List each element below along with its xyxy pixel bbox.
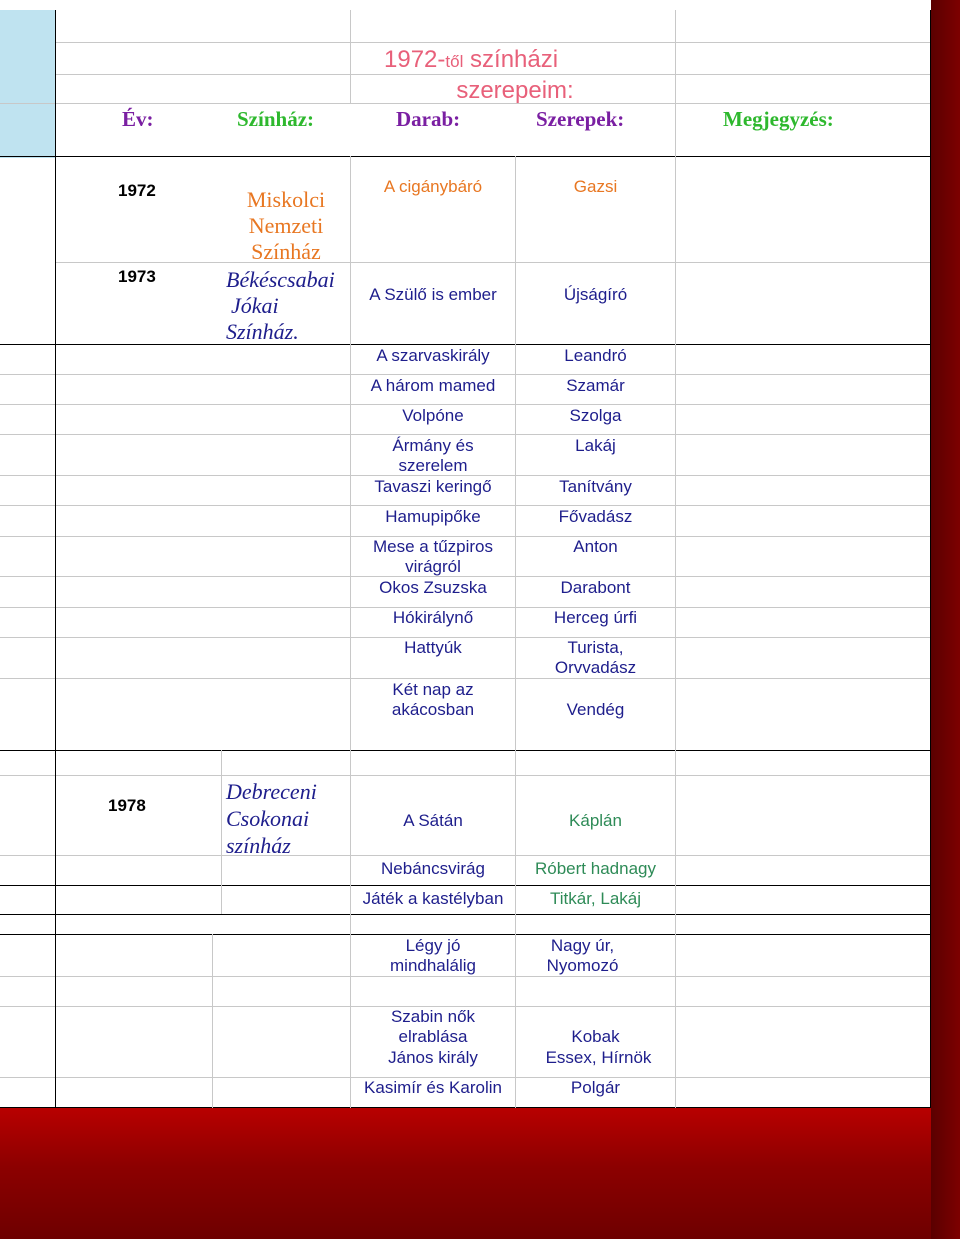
- play-cell: elrablása: [398, 1027, 468, 1046]
- role-cell: Vendég: [566, 700, 625, 719]
- role-cell: Nyomozó: [546, 956, 619, 975]
- play-cell: Mese a tűzpiros: [373, 537, 493, 556]
- header-roles: Szerepek:: [536, 107, 625, 131]
- role-cell: Nagy úr,: [550, 936, 615, 955]
- role-cell: Darabont: [560, 578, 631, 597]
- role-cell: Leandró: [564, 346, 627, 365]
- red-background-right: [931, 0, 960, 1239]
- play-cell: Két nap az: [392, 680, 474, 699]
- role-cell: Káplán: [569, 811, 622, 830]
- play-cell: Ármány és: [392, 436, 474, 455]
- theatre-bekescsaba-3: Színház.: [226, 319, 299, 344]
- corner-cell: [0, 10, 55, 158]
- play-cell: Nebáncsvirág: [381, 859, 485, 878]
- theatre-bekescsaba-2: Jókai: [231, 293, 279, 318]
- role-cell: Herceg úrfi: [553, 608, 638, 627]
- role-cell: Turista,: [567, 638, 624, 657]
- red-background-bottom: [0, 1108, 960, 1239]
- play-cell: akácosban: [391, 700, 475, 719]
- role-cell: Újságíró: [563, 285, 628, 304]
- role-cell: Anton: [573, 537, 618, 556]
- role-cell: Gazsi: [573, 177, 618, 196]
- role-cell: Róbert hadnagy: [535, 859, 656, 878]
- header-theatre: Színház:: [237, 107, 315, 131]
- play-cell: Tavaszi keringő: [374, 477, 492, 496]
- play-cell: Játék a kastélyban: [362, 889, 504, 908]
- theatre-miskolc-1: Miskolci: [246, 187, 326, 212]
- role-cell: Polgár: [570, 1078, 621, 1097]
- role-cell: Fővadász: [558, 507, 633, 526]
- play-cell: Szabin nők: [390, 1007, 476, 1026]
- theatre-miskolc-3: Színház: [251, 239, 321, 264]
- year-1972: 1972: [118, 181, 156, 200]
- play-cell: Okos Zsuzska: [379, 578, 487, 597]
- play-cell: mindhalálig: [390, 956, 476, 975]
- theatre-debrecen-2: Csokonai: [226, 806, 310, 831]
- play-cell: A szarvaskirály: [376, 346, 490, 365]
- role-cell: Lakáj: [575, 436, 616, 455]
- year-1973: 1973: [118, 267, 156, 286]
- header-year: Év:: [122, 107, 154, 131]
- role-cell: Szolga: [569, 406, 622, 425]
- play-cell: Kasimír és Karolin: [364, 1078, 502, 1097]
- role-cell: Titkár, Lakáj: [549, 889, 642, 908]
- role-cell: Kobak: [571, 1027, 620, 1046]
- play-cell: szerelem: [398, 456, 468, 475]
- play-cell: A cigánybáró: [383, 177, 483, 196]
- play-cell: A Sátán: [403, 811, 463, 830]
- play-cell: Légy jó: [405, 936, 461, 955]
- play-cell: A Szülő is ember: [369, 285, 497, 304]
- role-cell: Tanítvány: [559, 477, 632, 496]
- theatre-miskolc-2: Nemzeti: [248, 213, 324, 238]
- role-cell: Orvvadász: [554, 658, 637, 677]
- role-cell: Essex, Hírnök: [545, 1048, 652, 1067]
- theatre-debrecen-1: Debreceni: [226, 779, 317, 804]
- play-cell: Hókirálynő: [392, 608, 474, 627]
- header-notes: Megjegyzés:: [723, 107, 834, 131]
- play-cell: János király: [388, 1048, 478, 1067]
- header-play: Darab:: [396, 107, 461, 131]
- play-cell: Volpóne: [402, 406, 464, 425]
- play-cell: A három mamed: [370, 376, 496, 395]
- play-cell: Hattyúk: [404, 638, 462, 657]
- page-title: 1972-től színházi: [384, 46, 559, 73]
- year-1978: 1978: [108, 796, 146, 815]
- play-cell: Hamupipőke: [385, 507, 481, 526]
- theatre-bekescsaba-1: Békéscsabai: [226, 267, 335, 292]
- page-title-line2: szerepeim:: [456, 77, 574, 104]
- play-cell: virágról: [405, 557, 461, 576]
- role-cell: Szamár: [566, 376, 625, 395]
- theatre-debrecen-3: színház: [226, 833, 291, 858]
